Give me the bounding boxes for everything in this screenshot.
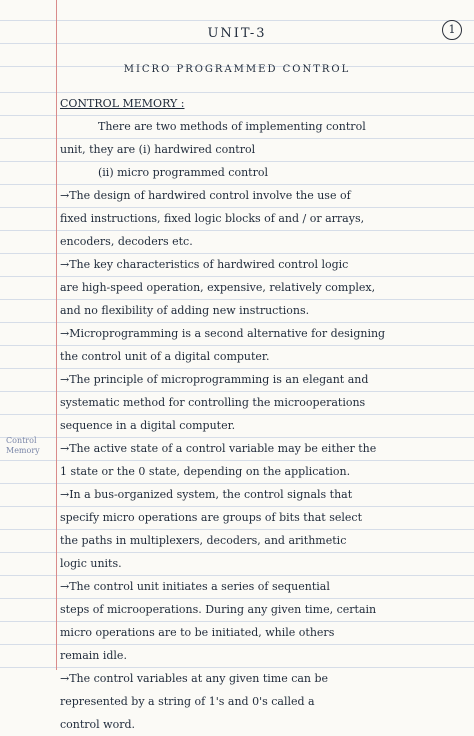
note-line: →Microprogramming is a second alternative for designing: [60, 327, 386, 340]
notes-body: [60, 92, 456, 736]
note-line: →The control variables at any given time can be: [60, 672, 329, 685]
note-line: systematic method for controlling the microoperations: [60, 396, 366, 409]
note-line: →The active state of a control variable may be either the: [60, 442, 377, 455]
note-line: the control unit of a digital computer.: [60, 350, 270, 363]
subject-title: MICRO PROGRAMMED CONTROL: [123, 64, 351, 75]
note-line: micro operations are to be initiated, while others: [60, 626, 335, 639]
note-line: and no flexibility of adding new instructions.: [60, 304, 310, 317]
note-line: the paths in multiplexers, decoders, and arithmetic: [60, 534, 347, 547]
note-line: →In a bus-organized system, the control signals that: [60, 488, 353, 501]
unit-title: UNIT-3: [207, 26, 267, 41]
note-line: control word.: [60, 718, 136, 731]
note-line: →The design of hardwired control involve the use of: [60, 189, 351, 202]
note-line: sequence in a digital computer.: [60, 419, 236, 432]
note-line: 1 state or the 0 state, depending on the application.: [60, 465, 351, 478]
note-line: (ii) micro programmed control: [98, 166, 268, 179]
note-line: are high-speed operation, expensive, relatively complex,: [60, 281, 376, 294]
note-line: →The principle of microprogramming is an elegant and: [60, 373, 369, 386]
page-number: 1: [442, 20, 462, 40]
note-line: unit, they are (i) hardwired control: [60, 143, 256, 156]
note-line: represented by a string of 1's and 0's called a: [60, 695, 315, 708]
note-line: →The key characteristics of hardwired control logic: [60, 258, 349, 271]
note-line: →The control unit initiates a series of sequential: [60, 580, 330, 593]
note-line: specify micro operations are groups of bits that select: [60, 511, 362, 524]
section-heading: CONTROL MEMORY :: [60, 97, 185, 110]
note-line: encoders, decoders etc.: [60, 235, 193, 248]
note-line: remain idle.: [60, 649, 127, 662]
note-line: fixed instructions, fixed logic blocks of and / or arrays,: [60, 212, 365, 225]
margin-line: [56, 0, 57, 670]
note-line: steps of microoperations. During any given time, certain: [60, 603, 377, 616]
note-line: There are two methods of implementing control: [98, 120, 366, 133]
note-line: logic units.: [60, 557, 122, 570]
margin-note: Control Memory: [6, 436, 40, 455]
